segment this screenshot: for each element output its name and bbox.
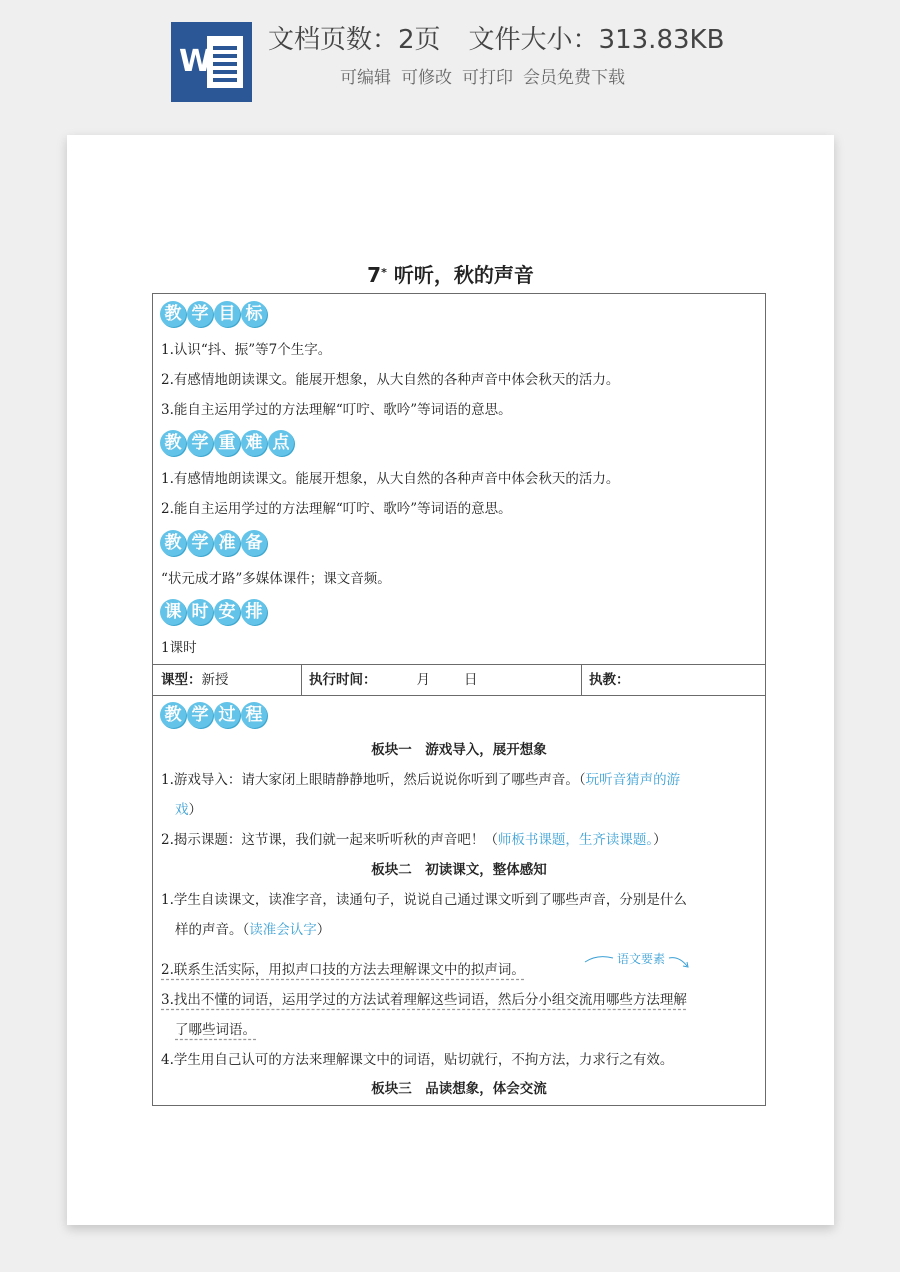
block-two-item-3 xyxy=(161,987,761,1013)
schedule-text: 1课时 xyxy=(161,640,197,656)
cell-divider xyxy=(301,665,302,695)
month-label: 月 xyxy=(416,672,430,688)
heading-char: 点 xyxy=(268,430,294,456)
feature-tags xyxy=(340,64,740,92)
section-process-heading xyxy=(160,702,267,732)
heading-char: 学 xyxy=(187,702,213,728)
key-point-item: 2.能自主运用学过的方法理解“叮咛、歌吟”等词语的意思。 xyxy=(161,501,512,517)
block-three-title: 板块三 品读想象，体会交流 xyxy=(371,1081,547,1097)
lesson-plan-table xyxy=(152,293,766,1106)
heading-char: 过 xyxy=(214,702,240,728)
heading-char: 目 xyxy=(214,301,240,327)
item-text: 1.游戏导入：请大家闭上眼睛静静地听，然后说说你听到了哪些声音。（ xyxy=(161,772,586,788)
heading-char: 排 xyxy=(241,599,267,625)
heading-char: 安 xyxy=(214,599,240,625)
word-document-icon xyxy=(171,22,252,102)
heading-char: 备 xyxy=(241,530,267,556)
objective-item: 2.有感情地朗读课文。能展开想象，从大自然的各种声音中体会秋天的活力。 xyxy=(161,372,620,388)
download-banner xyxy=(0,0,900,120)
heading-char: 课 xyxy=(160,599,186,625)
teacher-note: 读准会认字 xyxy=(249,922,317,938)
heading-char: 教 xyxy=(160,702,186,728)
tag-modifiable: 可修改 xyxy=(401,68,452,88)
heading-char: 学 xyxy=(187,530,213,556)
lesson-title-text: 听听，秋的声音 xyxy=(393,263,534,287)
teacher-note: 师板书课题，生齐读课题。 xyxy=(497,832,654,848)
block-two-item-1-continued xyxy=(161,917,775,943)
lesson-mark: * xyxy=(381,266,387,279)
objective-item: 1.认识“抖、振”等7个生字。 xyxy=(161,342,332,358)
lesson-type-value: 新授 xyxy=(201,672,229,688)
page-count: 文档页数：2页 xyxy=(268,25,441,55)
block-one-item-1-continued xyxy=(161,797,775,823)
teacher-cell xyxy=(589,665,630,695)
heading-char: 标 xyxy=(241,301,267,327)
teacher-note: 戏 xyxy=(175,802,189,818)
heading-char: 难 xyxy=(241,430,267,456)
section-objectives-heading xyxy=(160,301,267,331)
block-two-item-3-continued xyxy=(161,1017,775,1043)
block-one-item-1 xyxy=(161,767,761,793)
tag-editable: 可编辑 xyxy=(340,68,391,88)
heading-char: 学 xyxy=(187,301,213,327)
lesson-type-label: 课型： xyxy=(161,672,202,688)
heading-char: 时 xyxy=(187,599,213,625)
execution-time-label: 执行时间： xyxy=(309,672,377,688)
section-preparation-heading xyxy=(160,530,267,560)
execution-time-cell xyxy=(309,665,579,695)
lesson-title xyxy=(67,259,834,291)
day-label: 日 xyxy=(464,672,478,688)
document-info xyxy=(268,18,788,62)
item-text: 2.联系生活实际，用拟声口技的方法去理解课文中的拟声词。 xyxy=(161,962,525,978)
annotation-label: 语文要素 xyxy=(617,952,666,966)
teacher-label: 执教： xyxy=(589,672,630,688)
item-text: ） xyxy=(316,922,331,938)
heading-char: 教 xyxy=(160,301,186,327)
block-one-item-2 xyxy=(161,827,761,853)
item-text: 2.揭示课题：这节课，我们就一起来听听秋的声音吧！（ xyxy=(161,832,498,848)
lesson-meta-row xyxy=(153,664,765,696)
block-two-title: 板块二 初读课文，整体感知 xyxy=(371,862,547,878)
heading-char: 教 xyxy=(160,530,186,556)
section-key-points-heading xyxy=(160,430,294,460)
block-two-item-1: 1.学生自读课文，读准字音，读通句子，说说自己通过课文听到了哪些声音，分别是什么 xyxy=(161,892,687,908)
block-two-item-4: 4.学生用自己认可的方法来理解课文中的词语，贴切就行，不拘方法，力求行之有效。 xyxy=(161,1052,674,1068)
lesson-number: 7 xyxy=(367,263,382,287)
lesson-type-cell xyxy=(161,665,229,695)
key-point-item: 1.有感情地朗读课文。能展开想象，从大自然的各种声音中体会秋天的活力。 xyxy=(161,471,620,487)
teacher-note: 玩听音猜声的游 xyxy=(585,772,681,788)
cell-divider xyxy=(581,665,582,695)
item-text: 了哪些词语。 xyxy=(175,1022,256,1038)
heading-char: 学 xyxy=(187,430,213,456)
block-one-title: 板块一 游戏导入，展开想象 xyxy=(371,742,547,758)
objective-item: 3.能自主运用学过的方法理解“叮咛、歌吟”等词语的意思。 xyxy=(161,402,512,418)
tag-printable: 可打印 xyxy=(462,68,513,88)
file-size: 文件大小：313.83KB xyxy=(468,25,725,55)
heading-char: 教 xyxy=(160,430,186,456)
document-page xyxy=(67,135,834,1225)
word-icon-letter: W xyxy=(179,44,213,79)
heading-char: 准 xyxy=(214,530,240,556)
item-text: 3.找出不懂的词语，运用学过的方法试着理解这些词语，然后分小组交流用哪些方法理解 xyxy=(161,992,687,1008)
tag-member-download: 会员免费下载 xyxy=(523,68,625,88)
heading-char: 程 xyxy=(241,702,267,728)
item-text: ） xyxy=(653,832,667,848)
language-element-annotation xyxy=(583,948,693,972)
preparation-text: “状元成才路”多媒体课件；课文音频。 xyxy=(161,571,391,587)
heading-char: 重 xyxy=(214,430,240,456)
item-text: 样的声音。（ xyxy=(175,922,250,938)
section-schedule-heading xyxy=(160,599,267,629)
item-text: ） xyxy=(188,802,202,818)
